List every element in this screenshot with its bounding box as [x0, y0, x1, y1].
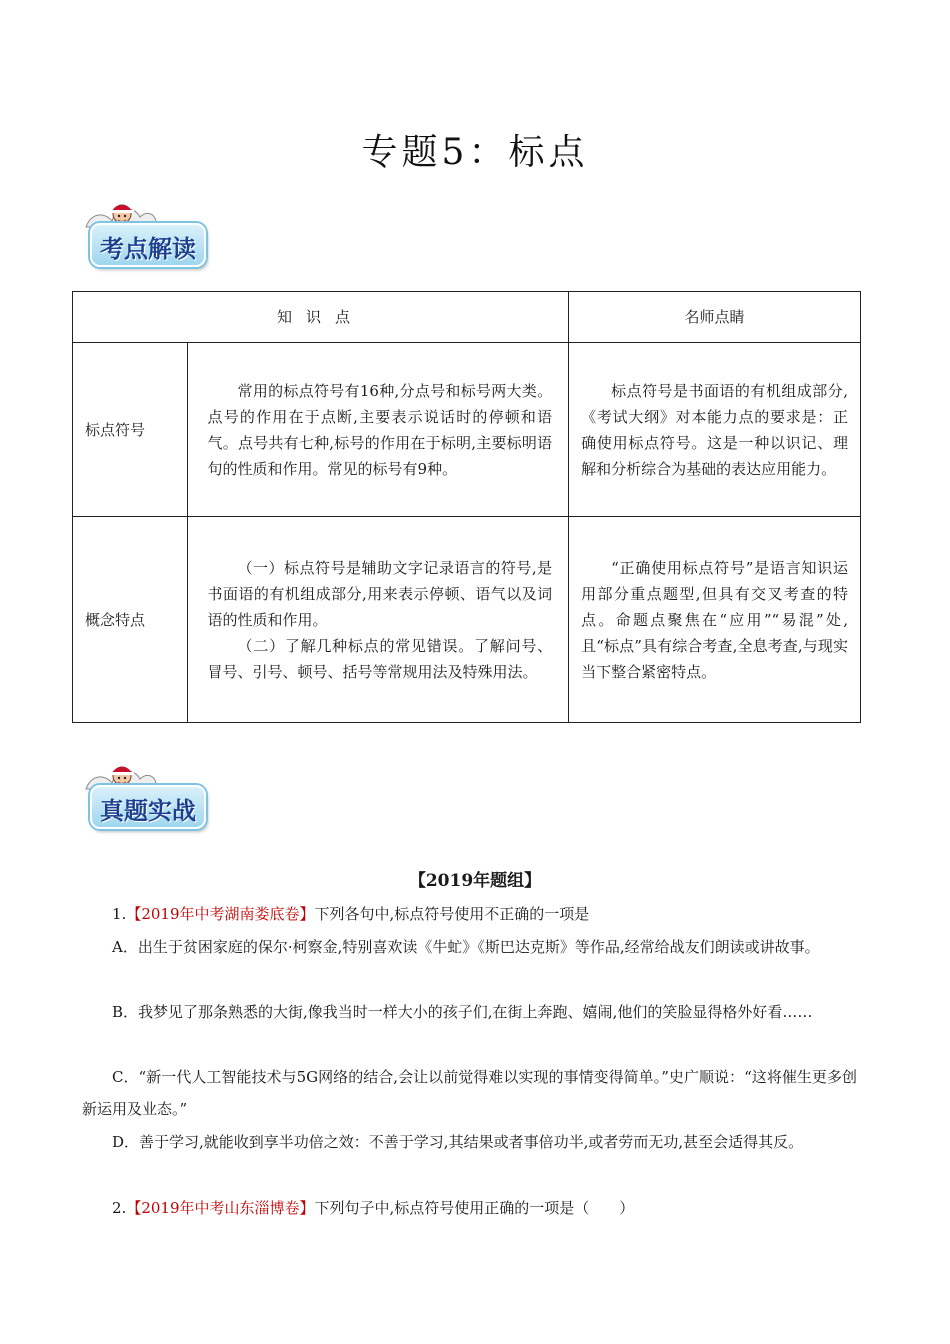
option-a: A．出生于贫困家庭的保尔·柯察金,特别喜欢读《牛虻》《斯巴达克斯》等作品,经常给战友们朗读或讲故事。: [112, 938, 820, 956]
knowledge-table: [72, 291, 861, 723]
table-header-tips: 名师点睛: [569, 292, 861, 343]
row-body-paragraph: （二）了解几种标点的常见错误。了解问号、冒号、引号、顿号、括号等常规用法及特殊用法。: [207, 636, 553, 681]
row-label: 标点符号: [73, 343, 188, 517]
row-body: 常用的标点符号有16种,分点号和标号两大类。点号的作用在于点断,主要表示说话时的停顿和语气。点号共有七种,标号的作用在于标明,主要标明语句的性质和作用。常见的标号有9种。: [187, 343, 569, 517]
row-note: 标点符号是书面语的有机组成部分,《考试大纲》对本能力点的要求是：正确使用标点符号。这是一种以识记、理解和分析综合为基础的表达应用能力。: [569, 343, 861, 517]
badge-plate: [90, 785, 206, 829]
question-number: 1.: [112, 905, 127, 923]
page-title: 专题5：标点: [361, 132, 589, 173]
badge-plate: [90, 223, 206, 267]
section-badge-kaodian: [82, 197, 212, 271]
section-badge-zhenti: [82, 759, 212, 833]
question-group-title: 【2019年题组】: [408, 871, 542, 891]
row-label: 概念特点: [73, 517, 188, 723]
table-row: [73, 343, 861, 517]
question-2-stem: [82, 1192, 857, 1224]
row-body-paragraph: （一）标点符号是辅助文字记录语言的符号,是书面语的有机组成部分,用来表示停顿、语气以及词语的性质和作用。: [207, 558, 553, 629]
table-header-knowledge: 知识点: [73, 292, 569, 343]
row-body: [187, 517, 569, 723]
option-b: B．我梦见了那条熟悉的大街,像我当时一样大小的孩子们,在街上奔跑、嬉闹,他们的笑脸显得格外好看……: [112, 1003, 813, 1021]
row-note: “正确使用标点符号”是语言知识运用部分重点题型,但具有交叉考查的特点。命题点聚焦在“应用”“易混”处,且“标点”具有综合考查,全息考查,与现实当下整合紧密特点。: [569, 517, 861, 723]
question-source: 【2019年中考湖南娄底卷】: [126, 905, 315, 923]
option-c: C．“新一代人工智能技术与5G网络的结合,会让以前觉得难以实现的事情变得简单。”史广顺说：“这将催生更多创新运用及业态。”: [82, 1068, 857, 1118]
question-number: 2.: [112, 1199, 127, 1217]
table-row: [73, 517, 861, 723]
badge-label: 真题实战: [100, 796, 196, 825]
badge-label: 考点解读: [100, 234, 196, 263]
question-text: 下列各句中,标点符号使用不正确的一项是: [314, 905, 590, 923]
option-d: D．善于学习,就能收到享半功倍之效：不善于学习,其结果或者事倍功半,或者劳而无功,甚至会适得其反。: [112, 1133, 804, 1151]
question-source: 【2019年中考山东淄博卷】: [126, 1199, 315, 1217]
question-1-stem: [82, 898, 857, 930]
question-text: 下列句子中,标点符号使用正确的一项是（ ）: [314, 1199, 635, 1217]
